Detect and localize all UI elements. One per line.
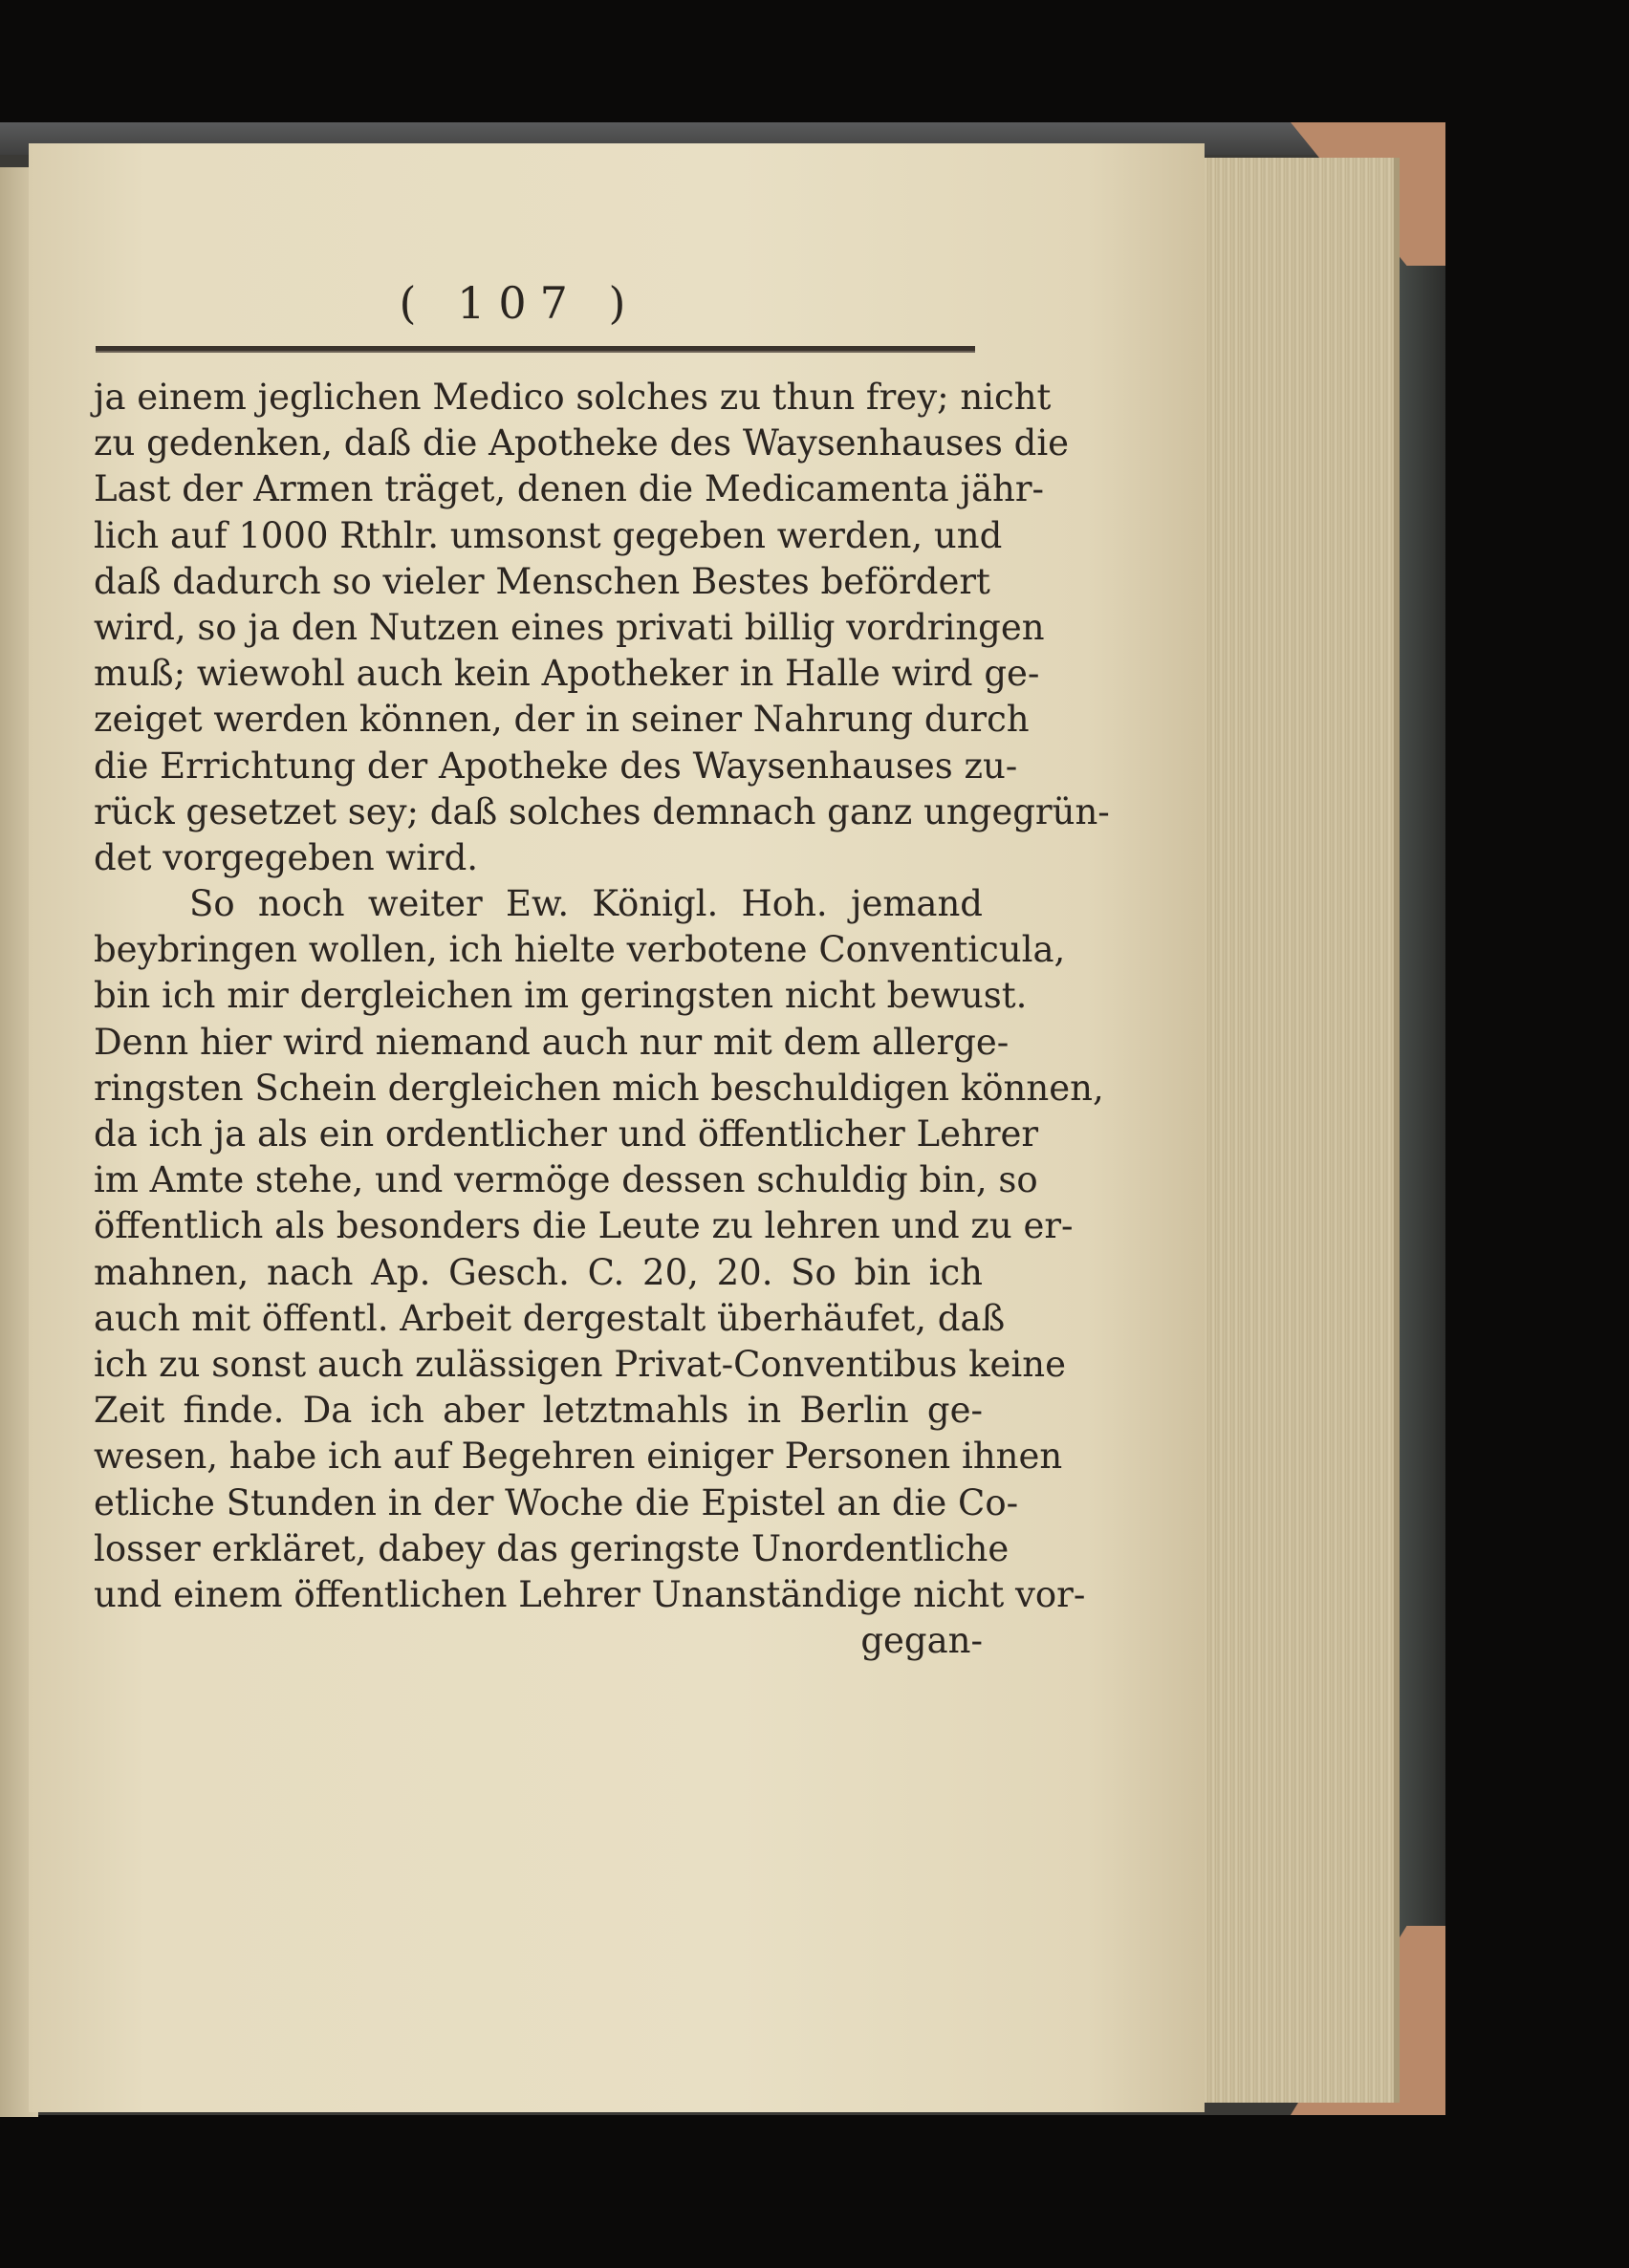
- text-line: rück gesetzet sey; daß solches demnach ganz ungegrün-: [94, 790, 1110, 832]
- text-line: im Amte stehe, und vermöge dessen schuldig bin, so: [94, 1159, 1038, 1201]
- text-line: beybringen wollen, ich hielte verbotene Conventicula,: [94, 929, 1066, 971]
- page-block-edge: [1185, 158, 1400, 2103]
- header-rule: [96, 346, 975, 353]
- text-line: Zeit finde. Da ich aber letztmahls in Berlin ge-: [94, 1390, 983, 1432]
- text-line: Last der Armen träget, denen die Medicamenta jähr-: [94, 468, 1045, 510]
- text-line: da ich ja als ein ordentlicher und öffentlicher Lehrer: [94, 1113, 1039, 1155]
- text-line: ja einem jeglichen Medico solches zu thun frey; nicht: [94, 377, 1052, 418]
- text-line: ringsten Schein dergleichen mich beschuldigen können,: [94, 1067, 1104, 1109]
- text-line: bin ich mir dergleichen im geringsten nicht bewust.: [94, 975, 1028, 1017]
- catchword: gegan-: [860, 1620, 983, 1662]
- book-page: [29, 143, 1205, 2112]
- text-line: ich zu sonst auch zulässigen Privat-Conventibus keine: [94, 1343, 1066, 1385]
- text-line: Denn hier wird niemand auch nur mit dem allerge-: [94, 1021, 1010, 1063]
- text-line: losser erkläret, dabey das geringste Unordentliche: [94, 1527, 1010, 1569]
- text-line: lich auf 1000 Rthlr. umsonst gegeben werden, und: [94, 514, 1003, 556]
- text-line: zeiget werden können, der in seiner Nahrung durch: [94, 699, 1030, 741]
- page-header-number: ( 107 ): [399, 277, 640, 329]
- text-line: wird, so ja den Nutzen eines privati billig vordringen: [94, 606, 1045, 648]
- text-line: auch mit öffentl. Arbeit dergestalt überhäufet, daß: [94, 1297, 1006, 1339]
- text-line: wesen, habe ich auf Begehren einiger Personen ihnen: [94, 1436, 1063, 1478]
- text-line: det vorgegeben wird.: [94, 836, 479, 878]
- text-line: muß; wiewohl auch kein Apotheker in Halle wird ge-: [94, 653, 1040, 695]
- text-line: So noch weiter Ew. Königl. Hoh. jemand: [189, 883, 983, 925]
- text-line: mahnen, nach Ap. Gesch. C. 20, 20. So bin ich: [94, 1251, 983, 1293]
- text-line: etliche Stunden in der Woche die Epistel an die Co-: [94, 1481, 1019, 1523]
- page-body-text: [94, 375, 1110, 1664]
- text-line: öffentlich als besonders die Leute zu lehren und zu er-: [94, 1205, 1074, 1247]
- text-line: und einem öffentlichen Lehrer Unanständige nicht vor-: [94, 1573, 1086, 1615]
- text-line: die Errichtung der Apotheke des Waysenhauses zu-: [94, 745, 1018, 787]
- text-line: daß dadurch so vieler Menschen Bestes befördert: [94, 560, 990, 602]
- text-line: zu gedenken, daß die Apotheke des Waysenhauses die: [94, 422, 1070, 464]
